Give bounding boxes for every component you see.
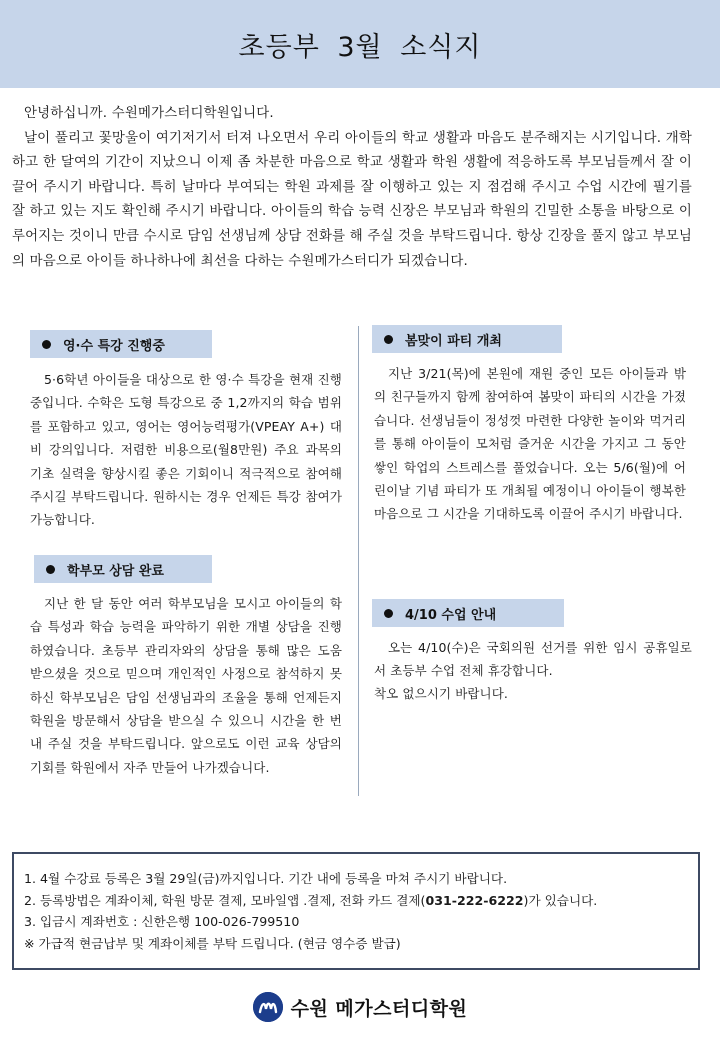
section-party-text: 지난 3/21(목)에 본원에 재원 중인 모든 아이들과 밖의 친구들까지 함께 참여하여 봄맞이 파티의 시간을 가졌습니다. 선생님들이 정성껏 마련한 다양한 놀이와 먹거리를 통해 아이들이 모처럼 즐거운 시간을 가지고 그 동안 쌓인 학업의 스트레스를 풀었습니다. 오는 5/6(월)에 어린이날 기념 파티가 또 개최될 예정이니 아이들이 행복한 마음으로 그 시간을 기대하도록 이끌어 주시기 바랍니다. <box>374 366 686 522</box>
intro-section <box>12 102 692 274</box>
section-class-text: 오는 4/10(수)은 국회의원 선거를 위한 임시 공휴일로서 초등부 수업 전체 휴강합니다. <box>374 640 692 679</box>
section-party-header <box>372 325 562 353</box>
section-special-header <box>30 330 212 358</box>
section-consult-text: 지난 한 달 동안 여러 학부모님을 모시고 아이들의 학습 특성과 학습 능력을 파악하기 위한 개별 상담을 진행하였습니다. 초등부 관리자와의 상담을 통해 많은 도움 받으셨을 것으로 믿으며 개인적인 사정으로 참석하지 못하신 학부모님은 담임 선생님과의 조율을 통해 언제든지 학원을 방문해서 상담을 받으실 수 있으니 시간을 한 번 내 주실 것을 부탁드립니다. 앞으로도 이런 교육 상담의 기회를 학원에서 자주 만들어 나가겠습니다. <box>30 596 342 775</box>
bullet-icon <box>384 609 393 618</box>
page-title: 초등부 3월 소식지 <box>238 31 482 63</box>
payment-notice-box <box>12 852 700 970</box>
megastudy-logo-icon <box>253 992 283 1022</box>
section-party-title: 봄맞이 파티 개최 <box>405 333 502 349</box>
section-class-text2: 착오 없으시기 바랍니다. <box>374 686 508 701</box>
bullet-icon <box>42 340 51 349</box>
column-divider <box>358 326 359 796</box>
bullet-icon <box>46 565 55 574</box>
notice-line-2-prefix: 2. 등록방법은 계좌이체, 학원 방문 결제, 모바일앱 .결제, 전화 카드 결제( <box>24 892 426 908</box>
section-special-title: 영·수 특강 진행중 <box>63 338 165 354</box>
academy-logo <box>0 988 720 1026</box>
section-special-text: 5·6학년 아이들을 대상으로 한 영·수 특강을 현재 진행중입니다. 수학은 도형 특강으로 중 1,2까지의 학습 범위를 포함하고 있고, 영어는 영어능력평가(VPEAY A+) 대비 강의입니다. 저렴한 비용으로(월8만원) 주요 과목의 기초 실력을 향상시킬 좋은 기회이니 적극적으로 참여해 주시길 부탁드립니다. 원하시는 경우 언제든 특강 참여가 가능합니다. <box>30 372 342 528</box>
intro-greeting: 안녕하십니까. 수원메가스터디학원입니다. <box>24 106 274 121</box>
notice-line-4: ※ 가급적 현금납부 및 계좌이체를 부탁 드립니다. (현금 영수증 발급) <box>24 935 401 951</box>
intro-body: 날이 풀리고 꽃망울이 여기저기서 터져 나오면서 우리 아이들의 학교 생활과 마음도 분주해지는 시기입니다. 개학하고 한 달여의 기간이 지났으니 이제 좀 차분한 마음으로 학교 생활과 학원 생활에 적응하도록 부모님들께서 잘 이끌어 주시기 바랍니다. 특히 날마다 부여되는 학원 과제를 잘 이행하고 있는 지 점검해 주시고 수업 시간에 필기를 잘 하고 있는 지도 확인해 주시기 바랍니다. 아이들의 학습 능력 신장은 부모님과 학원의 긴밀한 소통을 바탕으로 이루어지는 것이니 만큼 수시로 담임 선생님께 상담 전화를 해 주실 것을 부탁드립니다. 항상 긴장을 풀지 않고 부모님의 마음으로 아이들 하나하나에 최선을 다하는 수원메가스터디가 되겠습니다. <box>12 130 692 269</box>
section-class-title: 4/10 수업 안내 <box>405 607 497 623</box>
bullet-icon <box>384 335 393 344</box>
newsletter-header <box>0 0 720 88</box>
notice-line-2-suffix: )가 있습니다. <box>523 892 598 908</box>
notice-phone-number: 031-222-6222 <box>425 892 524 908</box>
section-class-header <box>372 599 564 627</box>
notice-line-2 <box>24 890 688 912</box>
academy-logo-text: 수원 메가스터디학원 <box>290 997 468 1020</box>
section-consult-title: 학부모 상담 완료 <box>67 563 164 579</box>
notice-line-3: 3. 입금시 계좌번호 : 신한은행 100-026-799510 <box>24 914 300 929</box>
notice-line-1: 1. 4월 수강료 등록은 3월 29일(금)까지입니다. 기간 내에 등록을 마쳐 주시기 바랍니다. <box>24 871 508 886</box>
section-consult-header <box>34 555 212 583</box>
